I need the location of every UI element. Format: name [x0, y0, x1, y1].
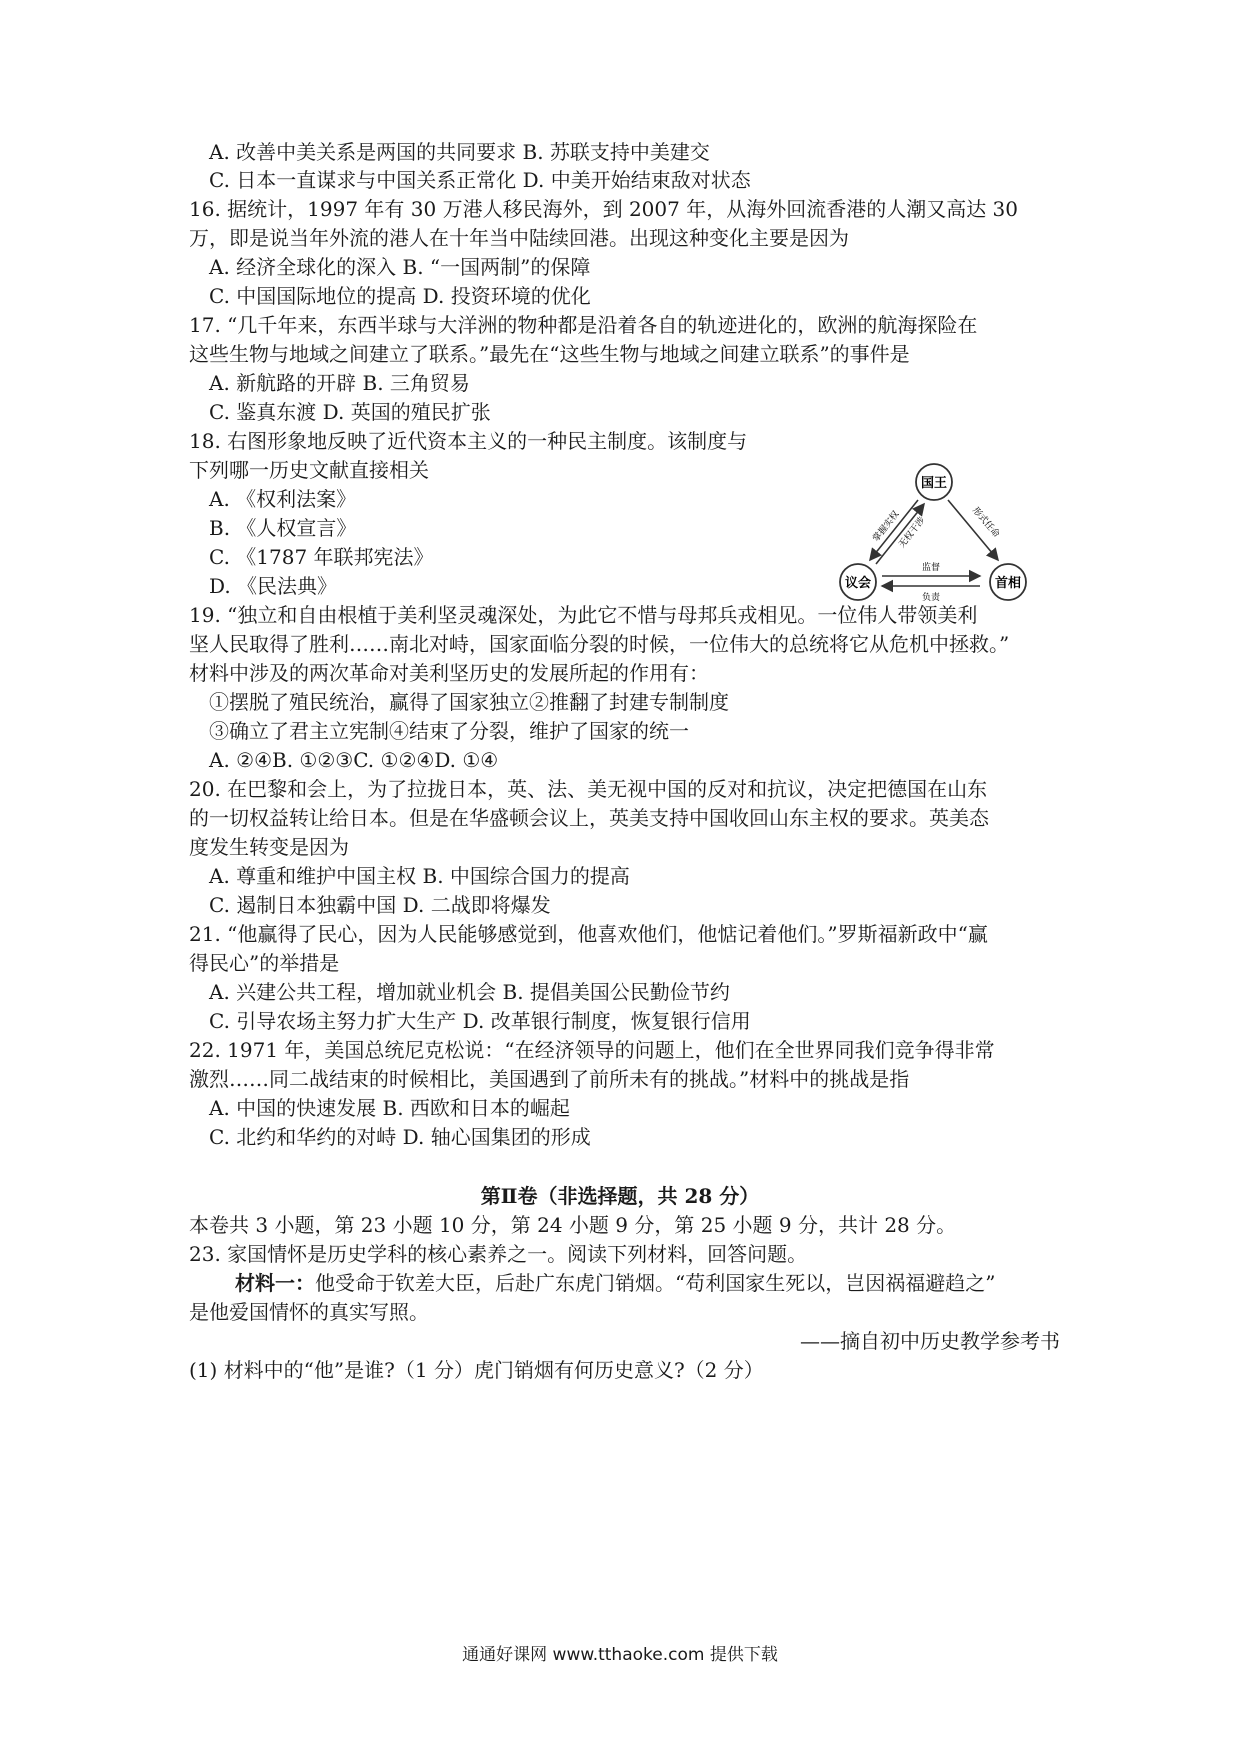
q23-stem: 23. 家国情怀是历史学科的核心素养之一。阅读下列材料，回答问题。	[189, 1242, 808, 1266]
q23-material1-text: 他受命于钦差大臣，后赴广东虎门销烟。“苟利国家生死以，岂因祸福避趋之”	[315, 1271, 996, 1295]
bottom-top-label: 监督	[921, 563, 941, 573]
q19-options: A. ②④B. ①②③C. ①②④D. ①④	[209, 748, 499, 772]
q18-stem-line2: 下列哪一历史文献直接相关	[189, 458, 429, 482]
q21-options-ab: A. 兴建公共工程，增加就业机会 B. 提倡美国公民勤俭节约	[209, 980, 730, 1004]
bottom-arrows	[882, 576, 980, 586]
parliament-label: 议会	[844, 576, 872, 591]
q22-stem-line1: 22. 1971 年，美国总统尼克松说：“在经济领导的问题上，他们在全世界同我们竞争得非常	[189, 1038, 995, 1062]
q19-stem-line2: 坚人民取得了胜利……南北对峙，国家面临分裂的时候，一位伟大的总统将它从危机中拯救。”	[189, 632, 1010, 656]
right-arrow-label: 形式任命	[970, 505, 1001, 540]
q20-stem-line3: 度发生转变是因为	[189, 835, 349, 859]
q16-options-cd: C. 中国国际地位的提高 D. 投资环境的优化	[209, 284, 591, 308]
q20-options-ab: A. 尊重和维护中国主权 B. 中国综合国力的提高	[209, 864, 630, 888]
q19-stem-line1: 19. “独立和自由根植于美利坚灵魂深处，为此它不惜与母邦兵戎相见。一位伟人带领美利	[189, 603, 978, 627]
left-arrow-label-1: 掌握实权	[871, 509, 902, 545]
q21-stem-line2: 得民心”的举措是	[189, 951, 340, 975]
king-label: 国王	[920, 476, 948, 491]
part2-intro: 本卷共 3 小题，第 23 小题 10 分，第 24 小题 9 分，第 25 小题 9 分，共计 28 分。	[189, 1213, 957, 1237]
q23-material1	[235, 1267, 995, 1299]
q18-option-a: A. 《权利法案》	[209, 487, 357, 511]
q23-source: ——摘自初中历史教学参考书	[800, 1329, 1060, 1353]
q15-options-ab: A. 改善中美关系是两国的共同要求 B. 苏联支持中美建交	[209, 140, 710, 164]
q18-option-d: D. 《民法典》	[209, 574, 338, 598]
q21-options-cd: C. 引导农场主努力扩大生产 D. 改革银行制度，恢复银行信用	[209, 1009, 751, 1033]
q17-options-cd: C. 鉴真东渡 D. 英国的殖民扩张	[209, 400, 491, 424]
bottom-bottom-label: 负责	[921, 593, 941, 603]
q23-material1-line2: 是他爱国情怀的真实写照。	[189, 1300, 429, 1324]
q16-stem-line2: 万，即是说当年外流的港人在十年当中陆续回港。出现这种变化主要是因为	[189, 226, 849, 250]
q17-options-ab: A. 新航路的开辟 B. 三角贸易	[209, 371, 470, 395]
q15-options-cd: C. 日本一直谋求与中国关系正常化 D. 中美开始结束敌对状态	[209, 168, 751, 192]
q20-stem-line1: 20. 在巴黎和会上，为了拉拢日本，英、法、美无视中国的反对和抗议，决定把德国在山东	[189, 777, 988, 801]
q22-options-cd: C. 北约和华约的对峙 D. 轴心国集团的形成	[209, 1125, 591, 1149]
q18-stem-line1: 18. 右图形象地反映了近代资本主义的一种民主制度。该制度与	[189, 429, 748, 453]
q20-stem-line2: 的一切权益转让给日本。但是在华盛顿会议上，英美支持中国收回山东主权的要求。英美态	[189, 806, 989, 830]
pm-label: 首相	[994, 576, 1022, 591]
q21-stem-line1: 21. “他赢得了民心，因为人民能够感觉到，他喜欢他们，他惦记着他们。”罗斯福新政中“赢	[189, 922, 988, 946]
left-arrow-label-2: 无权干涉	[897, 515, 928, 551]
constitutional-monarchy-diagram	[830, 460, 1050, 610]
q19-items-34: ③确立了君主立宪制④结束了分裂，维护了国家的统一	[209, 719, 689, 743]
q20-options-cd: C. 遏制日本独霸中国 D. 二战即将爆发	[209, 893, 551, 917]
q22-stem-line2: 激烈……同二战结束的时候相比，美国遇到了前所未有的挑战。”材料中的挑战是指	[189, 1067, 910, 1091]
q19-items-12: ①摆脱了殖民统治，赢得了国家独立②推翻了封建专制制度	[209, 690, 729, 714]
q19-stem-line3: 材料中涉及的两次革命对美利坚历史的发展所起的作用有：	[189, 661, 709, 685]
q16-options-ab: A. 经济全球化的深入 B. “一国两制”的保障	[209, 255, 591, 279]
q16-stem-line1: 16. 据统计，1997 年有 30 万港人移民海外，到 2007 年，从海外回流香港的人潮又高达 30	[189, 197, 1019, 221]
q23-material1-label: 材料一：	[235, 1271, 315, 1295]
part2-title: 第Ⅱ卷（非选择题，共 28 分）	[480, 1184, 760, 1208]
footer-watermark: 通通好课网 www.tthaoke.com 提供下载	[462, 1645, 778, 1665]
q23-subquestion-1: (1) 材料中的“他”是谁?（1 分）虎门销烟有何历史意义?（2 分）	[189, 1358, 764, 1382]
q18-option-c: C. 《1787 年联邦宪法》	[209, 545, 434, 569]
q17-stem-line2: 这些生物与地域之间建立了联系。”最先在“这些生物与地域之间建立联系”的事件是	[189, 342, 910, 366]
q22-options-ab: A. 中国的快速发展 B. 西欧和日本的崛起	[209, 1096, 570, 1120]
q18-option-b: B. 《人权宣言》	[209, 516, 357, 540]
q17-stem-line1: 17. “几千年来，东西半球与大洋洲的物种都是沿着各自的轨迹进化的，欧洲的航海探险在	[189, 313, 978, 337]
